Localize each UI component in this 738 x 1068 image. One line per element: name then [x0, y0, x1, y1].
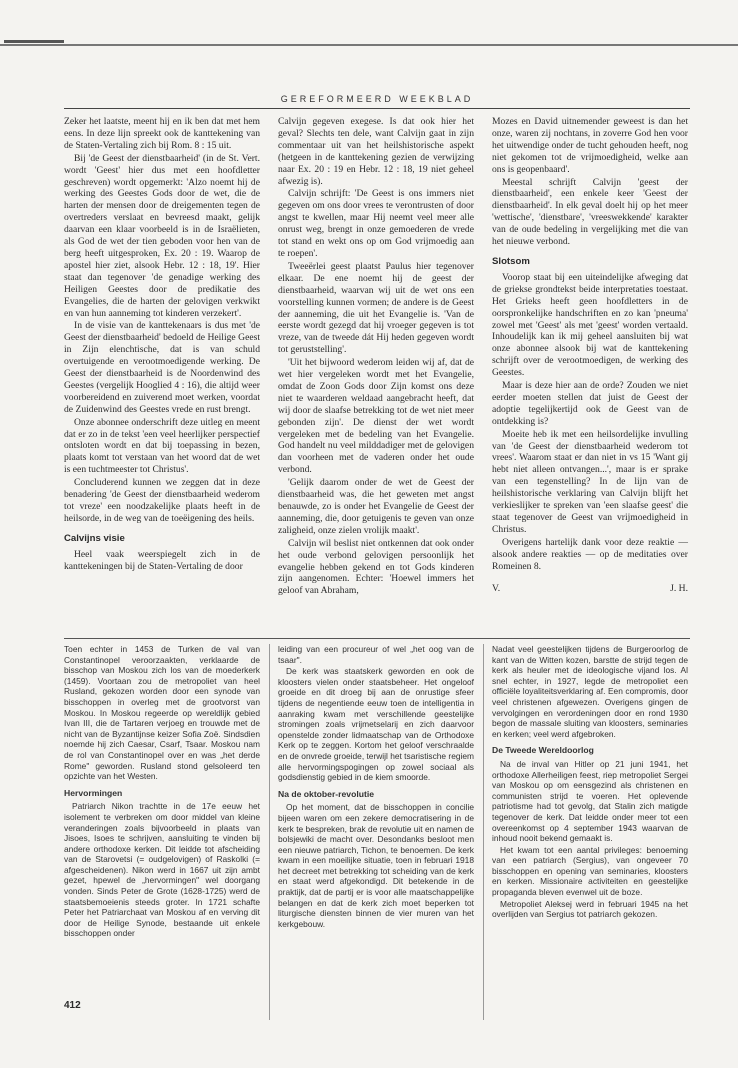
paragraph: leiding van een procureur of wel „het oog van de tsaar". — [278, 644, 474, 665]
paragraph: Calvijn gegeven exegese. Is dat ook hier het geval? Slechts ten dele, want Calvijn gaat in zijn commentaar uit van het heilshistorische aspekt (hetgeen in de kanttekening gezien de verwijzing naar Ex. 20 : 19 en Hebr. 12 : 18, 19 niet geheel afwezig is). — [278, 116, 474, 187]
article-column-2 — [278, 116, 474, 598]
article-divider — [64, 638, 690, 639]
paragraph: Onze abonnee onderschrift deze uitleg en meent dat er zo in de tekst 'een veel heerlijker perspectief ontsloten wordt en dat bij toepassing in bezen, plaats komt tot verstaan van het woord dat de wet is een tuchtmeester tot Christus'. — [64, 416, 260, 476]
page-number: 412 — [64, 1000, 81, 1011]
paragraph: Metropoliet Aleksej werd in februari 1945 na het overlijden van Sergius tot patriarch gekozen. — [492, 898, 688, 920]
paragraph: Mozes en David uitnemender geweest is dan het onze, waren zij nochtans, in zoverre God hen voor het uitwendige onder de tucht gehouden heeft, nog niet gekomen tot de vrijmoedigheid, welke aan ons is geopenbaard'. — [492, 116, 688, 175]
paragraph: 'Gelijk daarom onder de wet de Geest der dienstbaarheid was, die het geweten met angst benauwde, zo is onder het Evangelie de Geest der aanneming, die, door getuigenis te geven van onze zaligheid, onze zielen vrolijk maakt'. — [278, 477, 474, 536]
paragraph: Bij 'de Geest der dienstbaarheid' (in de St. Vert. wordt 'Geest' hier dus met een hoofdletter geschreven) wordt opgemerkt: 'Alzo noemt hij de werking des Geestes Gods door de wet, die de harten der mensen door de dreigementen tegen de overtreders verslaat en bevreesd maakt, gelijk daarvan een klaar voorbeeld is in de Israëlieten, als God de wet der tien geboden voor hen van de berg heeft uitgesproken, Ex. 20 : 19. Waarop de apostel hier ziet, alsook Hebr. 12 : 18, 19'. Hier staat dan tegenover 'de genadige werking des Heiligen Geestes door de predikatie des Evangelies, die de harten der gelovigen verkwikt en van hun aanneming tot kinderen verzekert'. — [64, 152, 260, 319]
paragraph: Op het moment, dat de bisschoppen in concilie bijeen waren om een zekere democratisering in de kerk te bespreken, brak de revolutie uit en namen de bolsjewiki de macht over. Desondanks besloot men een nieuwe patriarch, Tichon, te benoemen. De kerk kwam in een moeilijke situatie, toen in februari 1918 het decreet met betrekking tot scheiding van de kerk en staat werd afgekondigd. Dit betekende in de praktijk, dat de partij er is voor alle maatschappelijke belangen en dat de kerk zich moet beperken tot liturgische diensten binnen de vier muren van het kerkgebouw. — [278, 802, 474, 929]
header-rule — [64, 108, 690, 109]
paragraph: Het kwam tot een aantal privileges: benoeming van een patriarch (Sergius), van ongeveer 70 bisschoppen en opening van seminaries, kloosters en kerken. Missionaire activiteiten en geestelijke propaganda bleven evenwel uit de boze. — [492, 844, 688, 898]
column-divider — [483, 644, 484, 1020]
top-rule — [0, 44, 738, 46]
second-article-column-1 — [64, 644, 260, 940]
paragraph: Concluderend kunnen we zeggen dat in deze benadering 'de Geest der dienstbaarheid wederom tot vreze' een noodzakelijke plaats heeft in de heilsorde, in de weg van de toeëigening des heils. — [64, 477, 260, 524]
paragraph: De kerk was staatskerk geworden en ook de kloosters vielen onder staatsbeheer. Het ongeloof groeide en dit droeg bij aan de onrustige sfeer tijdens de negentiende eeuw toen de intelligentia in aanraking kwam met verschillende geestelijke stromingen zoals vrijmetselarij en zich daarvoor openstelde zonder lidmaatschap van de Orthodoxe Kerk op te zeggen. Kortom het geloof verschraalde en de onvrede groeide, terwijl het tsaristische regiem alle hervormingspogingen op zowel sociaal als godsdienstig gebied in de kiem smoorde. — [278, 666, 474, 783]
running-header: GEREFORMEERD WEEKBLAD — [280, 94, 474, 104]
second-article-column-2 — [278, 644, 474, 930]
paragraph: Maar is deze hier aan de orde? Zouden we niet eerder moeten stellen dat juist de Geest der adoptie tegelijkertijd ook de Geest van de ontdekking is? — [492, 380, 688, 427]
paragraph: 'Uit het bijwoord wederom leiden wij af, dat de wet hier vergeleken wordt met het Evangelie, omdat de Zoon Gods door Zijn komst ons deze niet te waarderen weldaad aangebracht heeft, dat wij door de slaafse betrekking tot de wet niet meer gebonden zijn'. De dienst der wet wordt vergeleken met de bedeling van het Evangelie. God handelt nu veel milddadiger met de gelovigen dan voorheen met de vaderen onder het oude verbond. — [278, 357, 474, 476]
section-heading: Na de oktober-revolutie — [278, 788, 374, 799]
second-article-column-3 — [492, 644, 688, 921]
paragraph: Zeker het laatste, meent hij en ik ben dat met hem eens. In deze lijn spreekt ook de kanttekening van de Staten-Vertaling zich bij Rom. 8 : 15 uit. — [64, 116, 260, 151]
section-heading: De Tweede Wereldoorlog — [492, 745, 594, 756]
paragraph: Voorop staat bij een uiteindelijke afweging dat de griekse grondtekst beide interpretaties toestaat. Het Grieks heeft geen hoofdletters in de oorspronkelijke handschriften en zo kan 'pneuma' zowel met 'Geest' als met 'geest' worden vertaald. Inhoudelijk kan ik mij geheel aansluiten bij wat onze abonnee alsook bij wat de kanttekening schrijft over de verootmoedigen, de werking des Geestes. — [492, 271, 688, 379]
paragraph: Toen echter in 1453 de Turken de val van Constantinopel veroorzaakten, verklaarde de bisschop van Moskou zich los van de moederkerk (1459). Voortaan zou de metropoliet van heel Rusland, gekozen worden door een synode van bisschoppen in overleg met de grootvorst van Moskou. In Moskou regeerde op wereldlijk gebied Ivan III, die de Tartaren verjoeg en trouwde met de nicht van de Byzantijnse keizer Sofia Zoë. Sindsdien noemde hij zich Caesar, Csarf, Tsaar. Moskou nam de rol van Constantinopel over en was „het derde Rome" geworden. Rusland stond gelsoleerd ten opzichte van het Westen. — [64, 644, 260, 782]
paragraph: Nadat veel geestelijken tijdens de Burgeroorlog de kant van de Witten kozen, barstte de strijd tegen de kerk als heuler met de ideologische vijand los. Al snel echter, in 1927, legde de metropoliet een officiële loyaliteitsverklaring af. Een compromis, door veel christenen afgewezen. Overigens gingen de vervolgingen en verordeningen door en rond 1930 begon de massale sluiting van kloosters, seminaries en kerken; veel werd afgebroken. — [492, 644, 688, 739]
section-heading: Calvijns visie — [64, 532, 125, 544]
column-divider — [269, 644, 270, 1020]
top-edge-mark — [4, 40, 64, 43]
paragraph: Overigens hartelijk dank voor deze reaktie — alsook andere reakties — op de meditaties over Romeinen 8. — [492, 536, 688, 572]
signature-right: J. H. — [670, 582, 688, 594]
article-column-3 — [492, 116, 688, 594]
paragraph: Na de inval van Hitler op 21 juni 1941, het orthodoxe Allerheiligen feest, riep metropoliet Sergei van Moskou op om eensgezind als christenen en communisten strijd te voeren. Het oplevende patriotisme had tot gevolg, dat Stalin zich matigde tegenover de kerk. Dat leidde onder meer tot een overeenkomst op 4 september 1943 waarvan de inhoud nooit bekend gemaakt is. — [492, 758, 688, 844]
paragraph: Calvijn schrijft: 'De Geest is ons immers niet gegeven om ons door vrees te verontrusten of door angst te kwellen, maar Hij neemt veel meer alle onrust weg, brengt in onze gemoederen de vrede tot stand en wekt ons op om God vrijmoedig aan te roepen'. — [278, 188, 474, 259]
section-heading: Slotsom — [492, 255, 530, 267]
paragraph: Patriarch Nikon trachtte in de 17e eeuw het isolement te verbreken om door middel van kleine veranderingen zoals bijvoorbeeld in plaats van Jisoes, Isoes te schrijven, aansluiting te vinden bij andere orthodoxe kerken. Dit leidde tot afscheiding van de Starovetsi (= oudgelovigen) of Raskolki (= afgescheidenen). Nikon werd in 1667 uit zijn ambt gezet, hpewel de „hervormingen" wel doorgang vonden. Sinds Peter de Grote (1628-1725) werd de staatsbemoeienis steeds groter. In 1721 schafte Peter het Patriarchaat van Moskou af en verving dit door de Heilige Synode, bestaande uit enkele bisschoppen onder — [64, 801, 260, 939]
signature-line — [492, 583, 688, 595]
section-heading: Hervormingen — [64, 787, 123, 798]
paragraph: Heel vaak weerspiegelt zich in de kanttekeningen bij de Staten-Vertaling de door — [64, 548, 260, 572]
paragraph: Meestal schrijft Calvijn 'geest der dienstbaarheid', een enkele keer 'Geest der dienstbaarheid'. In elk geval doelt hij op het meer 'wettische', 'dienstbare', 'vreeswekkende' karakter van de oude bedeling in vergelijking met die van het nieuwe verbond. — [492, 176, 688, 248]
article-column-1 — [64, 116, 260, 574]
paragraph: Tweeërlei geest plaatst Paulus hier tegenover elkaar. De ene noemt hij de geest der dienstbaarheid, waarvan wij uit de wet ons een voorstelling kunnen vormen; de andere is de Geest der aanneming, die uit het Evangelie is. 'Van de eerste wordt gezegd dat hij vroeger gegeven is tot vreze, van de tweede dát Hij heden gegeven wordt tot geruststelling'. — [278, 260, 474, 356]
paragraph: Calvijn wil beslist niet ontkennen dat ook onder het oude verbond gelovigen persoonlijk het evangelie hebben gekend en tot Gods kinderen zijn aangenomen. Echter: 'Hoewel immers het geloof van Abraham, — [278, 537, 474, 597]
signature-left: V. — [492, 582, 501, 594]
paragraph: In de visie van de kanttekenaars is dus met 'de Geest der dienstbaarheid' bedoeld de Heilige Geest in Zijn elenchtische, dat is van schuld overtuigende en verootmoedigende werking. De Geest der dienstbaarheid is de Noordenwind des Geestes (vergelijk Hooglied 4 : 16), die altijd weer voorbereidend en zuiverend moet werken, voordat de Zuidenwind des Geestes vrede en rust brengt. — [64, 320, 260, 415]
paragraph: Moeite heb ik met een heilsordelijke invulling van 'de Geest der dienstbaarheid wederom tot vrees'. Waarom staat er dan niet in vs 15 'Want gij hebt niet alleen ontvangen...', maar is er sprake van een tegenstelling? In de lijn van de heilshistorische verklaring van Calvijn blijft het verkieslijker te spreken van 'een slaafse geest' die staat tegenover de Geest van vrijmoedigheid in Christus. — [492, 428, 688, 535]
